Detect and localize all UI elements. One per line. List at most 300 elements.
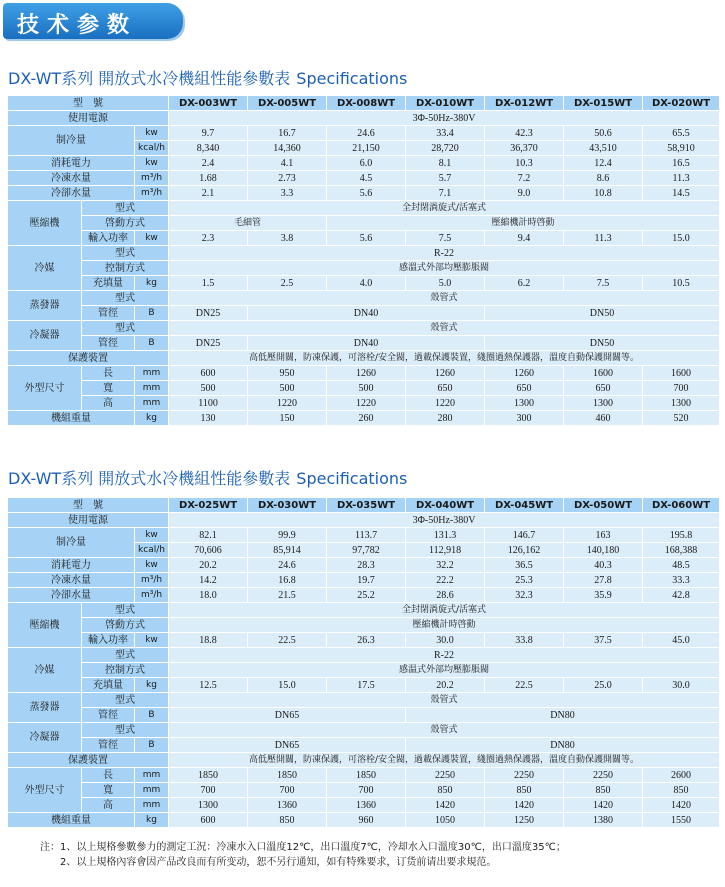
evaporator-pipe-label: 管徑: [82, 708, 135, 723]
table-cell: 42.3: [485, 126, 564, 141]
protection-value: 高低壓開關，防凍保護，可溶栓/安全閥，過載保護裝置，綫圈過熱保護器，溫度自動保護開關等。: [169, 753, 720, 768]
protection-label: 保護裝置: [8, 351, 169, 366]
capacity-label: 制冷量: [8, 126, 135, 156]
compressor-input-label: 輸入功率: [82, 633, 135, 648]
table-row: [8, 693, 720, 708]
table-cell: 520: [643, 411, 720, 426]
table-cell: 18.8: [169, 633, 248, 648]
table-cell: 40.3: [564, 558, 643, 573]
table-cell: 1.5: [169, 276, 248, 291]
model-header: DX-020WT: [643, 96, 720, 111]
table-row: [8, 216, 720, 231]
table-cell: 700: [327, 783, 406, 798]
table-cell: 9.0: [485, 186, 564, 201]
table-cell: 950: [248, 366, 327, 381]
condenser-label: 冷凝器: [8, 723, 82, 753]
compressor-type-value: 全封閉渦旋式/活塞式: [169, 201, 720, 216]
table-row: [8, 558, 720, 573]
note-prefix: 注：: [40, 842, 60, 853]
table-cell: 1420: [485, 798, 564, 813]
power-supply-value: 3Φ-50Hz-380V: [169, 513, 720, 528]
dimensions-unit: mm: [135, 798, 169, 813]
section-title-cn: DX-WT系列 開放式水冷機組性能參數表: [8, 69, 291, 88]
refrigerant-charge-label: 充填量: [82, 276, 135, 291]
power-supply-label: 使用電源: [8, 513, 169, 528]
table-cell: 500: [327, 381, 406, 396]
table-cell: 11.3: [643, 171, 720, 186]
table-row: [8, 783, 720, 798]
table-cell: 700: [248, 783, 327, 798]
table-cell: 26.3: [327, 633, 406, 648]
compressor-input-unit: kw: [135, 633, 169, 648]
table-cell: 7.2: [485, 171, 564, 186]
table-cell: 1600: [643, 366, 720, 381]
table-cell: 2.4: [169, 156, 248, 171]
table-cell: 28.3: [327, 558, 406, 573]
condenser-pipe-value: DN50: [485, 336, 720, 351]
table-cell: 48.5: [643, 558, 720, 573]
table-cell: 27.8: [564, 573, 643, 588]
table-row: [8, 633, 720, 648]
compressor-start-value: 毛細管: [169, 216, 327, 231]
power-supply-label: 使用電源: [8, 111, 169, 126]
table-cell: 700: [643, 381, 720, 396]
spec-table-2: [7, 497, 720, 828]
refrigerant-control-value: 感温式外部均壓膨脹閥: [169, 663, 720, 678]
table-cell: 1220: [406, 396, 485, 411]
table-cell: 21,150: [327, 141, 406, 156]
capacity-unit-kw: kw: [135, 126, 169, 141]
table-cell: 700: [169, 783, 248, 798]
table-row: [8, 381, 720, 396]
table-cell: 1260: [327, 366, 406, 381]
compressor-type-label: 型式: [82, 201, 169, 216]
table-row: [8, 723, 720, 738]
model-header: DX-060WT: [643, 498, 720, 513]
table-cell: 460: [564, 411, 643, 426]
table-cell: 130: [169, 411, 248, 426]
capacity-unit-kcal: kcal/h: [135, 543, 169, 558]
refrigerant-charge-label: 充填量: [82, 678, 135, 693]
section-title-en: Specifications: [296, 69, 408, 88]
table-cell: 10.8: [564, 186, 643, 201]
condenser-type-label: 型式: [82, 321, 169, 336]
model-header: DX-008WT: [327, 96, 406, 111]
table-cell: 12.4: [564, 156, 643, 171]
compressor-start-value: 壓縮機計時啓動: [169, 618, 720, 633]
cooling-water-label: 冷卻水量: [8, 186, 135, 201]
refrigerant-label: 冷媒: [8, 648, 82, 693]
refrigerant-charge-unit: kg: [135, 276, 169, 291]
dimensions-height-label: 高: [82, 396, 135, 411]
table-row: [8, 753, 720, 768]
table-row: [8, 261, 720, 276]
cooling-water-unit: m³/h: [135, 186, 169, 201]
table-cell: 12.5: [169, 678, 248, 693]
table-cell: 43,510: [564, 141, 643, 156]
table-cell: 850: [406, 783, 485, 798]
table-cell: 1100: [169, 396, 248, 411]
refrigerant-type-value: R-22: [169, 648, 720, 663]
table-row: [8, 246, 720, 261]
condenser-pipe-unit: B: [135, 336, 169, 351]
table-cell: 25.3: [485, 573, 564, 588]
table-cell: 168,388: [643, 543, 720, 558]
table-cell: 4.5: [327, 171, 406, 186]
table-cell: 650: [406, 381, 485, 396]
table-row: [8, 276, 720, 291]
table-cell: 20.2: [406, 678, 485, 693]
table-cell: 650: [564, 381, 643, 396]
table-row: [8, 648, 720, 663]
evaporator-pipe-value: DN25: [169, 306, 248, 321]
dimensions-unit: mm: [135, 768, 169, 783]
evaporator-type-label: 型式: [82, 291, 169, 306]
table-cell: 1.68: [169, 171, 248, 186]
dimensions-width-label: 寬: [82, 783, 135, 798]
protection-label: 保護裝置: [8, 753, 169, 768]
table-cell: 45.0: [643, 633, 720, 648]
dimensions-label: 外型尺寸: [8, 366, 82, 411]
capacity-label: 制冷量: [8, 528, 135, 558]
table-cell: 1420: [564, 798, 643, 813]
table-cell: 8.1: [406, 156, 485, 171]
dimensions-unit: mm: [135, 381, 169, 396]
model-label: 型 號: [8, 498, 169, 513]
note-text: 1、以上規格參數參力的測定工況：冷凍水入口溫度12℃，出口溫度7℃，冷却水入口溫度30℃，出口溫度35℃；: [60, 842, 566, 853]
condenser-type-value: 殼管式: [169, 723, 720, 738]
section-title-en: Specifications: [296, 469, 408, 488]
refrigerant-control-value: 感溫式外部均壓膨脹閥: [169, 261, 720, 276]
table-cell: 195.8: [643, 528, 720, 543]
table-cell: 600: [169, 366, 248, 381]
table-row: [8, 813, 720, 828]
table-cell: 850: [248, 813, 327, 828]
chilled-water-unit: m³/h: [135, 573, 169, 588]
table-row: [8, 351, 720, 366]
model-header: DX-005WT: [248, 96, 327, 111]
evaporator-type-value: 殼管式: [169, 291, 720, 306]
table-cell: 22.5: [485, 678, 564, 693]
table-cell: 37.5: [564, 633, 643, 648]
weight-label: 機組重量: [8, 813, 135, 828]
evaporator-pipe-value: DN65: [169, 708, 406, 723]
table-row: [8, 111, 720, 126]
cooling-water-unit: m³/h: [135, 588, 169, 603]
table-cell: 500: [248, 381, 327, 396]
table-cell: 3.8: [248, 231, 327, 246]
dimensions-unit: mm: [135, 783, 169, 798]
table-cell: 22.5: [248, 633, 327, 648]
capacity-unit-kcal: kcal/h: [135, 141, 169, 156]
compressor-start-value: 壓縮機計時啓動: [327, 216, 720, 231]
table-cell: 35.9: [564, 588, 643, 603]
power-input-label: 消耗電力: [8, 156, 135, 171]
table-cell: 58,910: [643, 141, 720, 156]
table-cell: 33.3: [643, 573, 720, 588]
compressor-label: 壓縮機: [8, 603, 82, 648]
refrigerant-charge-unit: kg: [135, 678, 169, 693]
table-cell: 65.5: [643, 126, 720, 141]
evaporator-pipe-unit: B: [135, 306, 169, 321]
table-cell: 600: [169, 813, 248, 828]
table-cell: 1260: [485, 366, 564, 381]
table-cell: 82.1: [169, 528, 248, 543]
model-header: DX-012WT: [485, 96, 564, 111]
table-row: [8, 396, 720, 411]
table-cell: 28,720: [406, 141, 485, 156]
table-cell: 1220: [327, 396, 406, 411]
table-cell: 163: [564, 528, 643, 543]
table-cell: 19.7: [327, 573, 406, 588]
table-cell: 2250: [564, 768, 643, 783]
table-cell: 280: [406, 411, 485, 426]
refrigerant-control-label: 控制方式: [82, 261, 169, 276]
table-cell: 4.1: [248, 156, 327, 171]
refrigerant-control-label: 控制方式: [82, 663, 169, 678]
table-cell: 1550: [643, 813, 720, 828]
power-supply-value: 3Φ-50Hz-380V: [169, 111, 720, 126]
table-cell: 2250: [406, 768, 485, 783]
table-cell: 10.5: [643, 276, 720, 291]
model-label: 型 號: [8, 96, 169, 111]
compressor-input-unit: kw: [135, 231, 169, 246]
table-cell: 33.4: [406, 126, 485, 141]
chilled-water-label: 冷凍水量: [8, 573, 135, 588]
table-row: [8, 321, 720, 336]
table-cell: 30.0: [643, 678, 720, 693]
table-cell: 850: [643, 783, 720, 798]
table-cell: 36,370: [485, 141, 564, 156]
table-row: [8, 768, 720, 783]
dimensions-unit: mm: [135, 396, 169, 411]
table-cell: 8,340: [169, 141, 248, 156]
table-cell: 1300: [169, 798, 248, 813]
table-cell: 1300: [643, 396, 720, 411]
compressor-type-value: 全封閉渦旋式/活塞式: [169, 603, 720, 618]
table-cell: 30.0: [406, 633, 485, 648]
table-row: [8, 366, 720, 381]
table-cell: 1850: [169, 768, 248, 783]
weight-unit: kg: [135, 411, 169, 426]
table-cell: 16.5: [643, 156, 720, 171]
table-cell: 17.5: [327, 678, 406, 693]
table-row: [8, 528, 720, 543]
table-cell: 7.5: [564, 276, 643, 291]
table-row: [8, 126, 720, 141]
table-cell: 24.6: [248, 558, 327, 573]
table-cell: 1420: [643, 798, 720, 813]
weight-label: 機組重量: [8, 411, 135, 426]
table-cell: 1360: [248, 798, 327, 813]
evaporator-label: 蒸發器: [8, 693, 82, 723]
table-cell: 1300: [564, 396, 643, 411]
table-cell: 7.1: [406, 186, 485, 201]
table-cell: 15.0: [643, 231, 720, 246]
compressor-input-label: 輸入功率: [82, 231, 135, 246]
model-header: DX-010WT: [406, 96, 485, 111]
condenser-pipe-value: DN40: [248, 336, 485, 351]
refrigerant-type-value: R-22: [169, 246, 720, 261]
cooling-water-label: 冷卻水量: [8, 588, 135, 603]
evaporator-pipe-label: 管徑: [82, 306, 135, 321]
banner: [3, 3, 183, 39]
condenser-pipe-label: 管徑: [82, 336, 135, 351]
table-cell: 33.8: [485, 633, 564, 648]
table-cell: 3.3: [248, 186, 327, 201]
chilled-water-label: 冷凍水量: [8, 171, 135, 186]
evaporator-type-value: 殼管式: [169, 693, 720, 708]
evaporator-pipe-value: DN50: [485, 306, 720, 321]
evaporator-pipe-value: DN40: [248, 306, 485, 321]
table-cell: 5.6: [327, 231, 406, 246]
table-cell: 8.6: [564, 171, 643, 186]
table-cell: 1360: [327, 798, 406, 813]
table-cell: 20.2: [169, 558, 248, 573]
table-cell: 1300: [485, 396, 564, 411]
table-cell: 14,360: [248, 141, 327, 156]
condenser-type-label: 型式: [82, 723, 169, 738]
table-row: [8, 513, 720, 528]
table-row: [8, 573, 720, 588]
table-cell: 146.7: [485, 528, 564, 543]
table-cell: 2.1: [169, 186, 248, 201]
table-cell: 25.0: [564, 678, 643, 693]
table-cell: 5.7: [406, 171, 485, 186]
condenser-pipe-unit: B: [135, 738, 169, 753]
table-row: [8, 156, 720, 171]
table-cell: 140,180: [564, 543, 643, 558]
table-cell: 131.3: [406, 528, 485, 543]
table-row: [8, 186, 720, 201]
table-cell: 25.2: [327, 588, 406, 603]
condenser-pipe-value: DN65: [169, 738, 406, 753]
table-cell: 21.5: [248, 588, 327, 603]
model-header: DX-003WT: [169, 96, 248, 111]
table-row: [8, 663, 720, 678]
power-input-label: 消耗電力: [8, 558, 135, 573]
table-cell: 14.5: [643, 186, 720, 201]
section-title-2: [8, 466, 407, 488]
power-input-unit: kw: [135, 156, 169, 171]
table-cell: 6.0: [327, 156, 406, 171]
table-cell: 150: [248, 411, 327, 426]
table-row: [8, 588, 720, 603]
table-row: [8, 201, 720, 216]
table-cell: 16.8: [248, 573, 327, 588]
table-row: [8, 291, 720, 306]
table-cell: 97,782: [327, 543, 406, 558]
table-cell: 99.9: [248, 528, 327, 543]
dimensions-height-label: 高: [82, 798, 135, 813]
model-header: DX-050WT: [564, 498, 643, 513]
model-header: DX-030WT: [248, 498, 327, 513]
table-cell: 500: [169, 381, 248, 396]
table-row: [8, 798, 720, 813]
table-cell: 14.2: [169, 573, 248, 588]
refrigerant-type-label: 型式: [82, 648, 169, 663]
table-cell: 1850: [327, 768, 406, 783]
chilled-water-unit: m³/h: [135, 171, 169, 186]
table-row: [8, 306, 720, 321]
table-cell: 1850: [248, 768, 327, 783]
dimensions-unit: mm: [135, 366, 169, 381]
table-row: [8, 171, 720, 186]
table-cell: 15.0: [248, 678, 327, 693]
protection-value: 高低壓開關，防凍保護，可溶栓/安全閥，過載保護裝置，綫圈過熱保護器，溫度自動保護開關等。: [169, 351, 720, 366]
section-title-1: [8, 66, 407, 88]
table-cell: 4.0: [327, 276, 406, 291]
notes: [40, 840, 566, 870]
table-cell: 126,162: [485, 543, 564, 558]
table-cell: 9.7: [169, 126, 248, 141]
table-row: [8, 336, 720, 351]
dimensions-label: 外型尺寸: [8, 768, 82, 813]
table-row: [8, 498, 720, 513]
table-cell: 850: [485, 783, 564, 798]
table-cell: 5.6: [327, 186, 406, 201]
section-title-cn: DX-WT系列 開放式水冷機組性能參數表: [8, 469, 291, 488]
evaporator-type-label: 型式: [82, 693, 169, 708]
table-cell: 28.6: [406, 588, 485, 603]
table-cell: 2.3: [169, 231, 248, 246]
evaporator-pipe-unit: B: [135, 708, 169, 723]
table-cell: 2600: [643, 768, 720, 783]
table-cell: 11.3: [564, 231, 643, 246]
table-cell: 70,606: [169, 543, 248, 558]
note-line-1: [40, 840, 566, 855]
spec-table-body: [8, 498, 720, 828]
table-cell: 850: [564, 783, 643, 798]
table-cell: 1260: [406, 366, 485, 381]
table-cell: 1250: [485, 813, 564, 828]
compressor-start-label: 啓動方式: [82, 216, 169, 231]
compressor-type-label: 型式: [82, 603, 169, 618]
table-cell: 50.6: [564, 126, 643, 141]
condenser-label: 冷凝器: [8, 321, 82, 351]
table-cell: 32.2: [406, 558, 485, 573]
table-cell: 10.3: [485, 156, 564, 171]
table-row: [8, 231, 720, 246]
table-cell: 1380: [564, 813, 643, 828]
table-cell: 1220: [248, 396, 327, 411]
table-cell: 2.5: [248, 276, 327, 291]
banner-title: 技术参数: [17, 13, 138, 38]
condenser-type-value: 殼管式: [169, 321, 720, 336]
model-header: DX-025WT: [169, 498, 248, 513]
condenser-pipe-value: DN25: [169, 336, 248, 351]
table-cell: 24.6: [327, 126, 406, 141]
table-cell: 300: [485, 411, 564, 426]
dimensions-width-label: 寬: [82, 381, 135, 396]
capacity-unit-kw: kw: [135, 528, 169, 543]
table-cell: 260: [327, 411, 406, 426]
table-cell: 1420: [406, 798, 485, 813]
table-cell: 2250: [485, 768, 564, 783]
table-cell: 2.73: [248, 171, 327, 186]
dimensions-length-label: 長: [82, 768, 135, 783]
table-cell: 9.4: [485, 231, 564, 246]
model-header: DX-035WT: [327, 498, 406, 513]
table-row: [8, 96, 720, 111]
note-text: 2、以上規格內容會因产品改良而有所变动，恕不另行通知，如有特殊要求，订货前请出要求規范。: [60, 857, 497, 868]
compressor-label: 壓縮機: [8, 201, 82, 246]
model-header: DX-040WT: [406, 498, 485, 513]
condenser-pipe-value: DN80: [406, 738, 720, 753]
table-cell: 85,914: [248, 543, 327, 558]
table-cell: 1600: [564, 366, 643, 381]
table-cell: 113.7: [327, 528, 406, 543]
